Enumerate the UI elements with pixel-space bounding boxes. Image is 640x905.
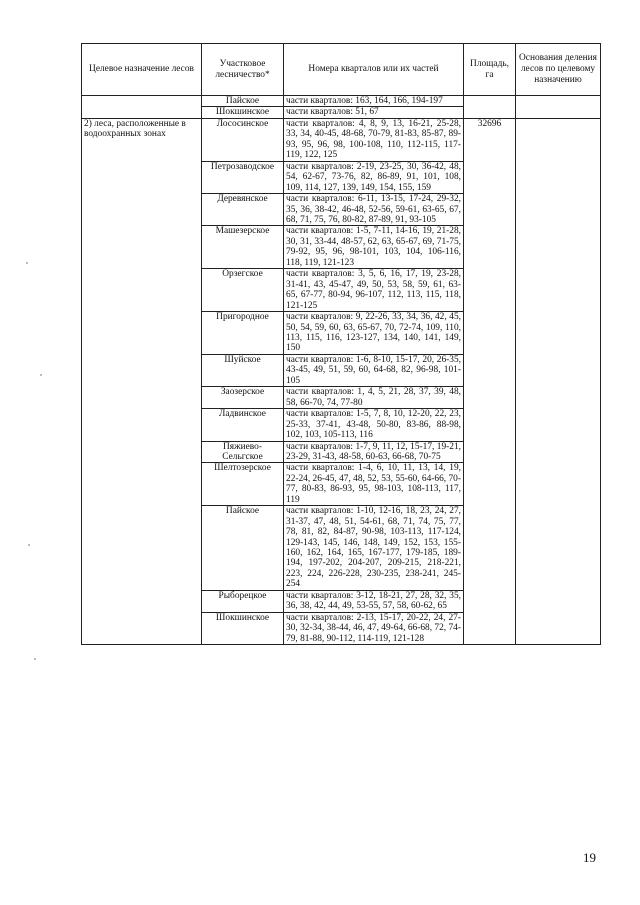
table-row: [82, 96, 601, 107]
quarters-cell: части кварталов: 3-12, 18-21, 27, 28, 32, 35, 36, 38, 42, 44, 49, 53-55, 57, 58, 60-62, 65: [284, 590, 464, 612]
district-cell: Пяжиево-Сельгское: [202, 441, 284, 463]
table-body: [82, 96, 601, 645]
forest-purpose-table: [81, 43, 601, 645]
quarters-cell: части кварталов: 51, 67: [284, 107, 464, 118]
district-cell: Лососинское: [202, 118, 284, 161]
scan-mark: [28, 544, 30, 546]
quarters-cell: части кварталов: 1, 4, 5, 21, 28, 37, 39, 48, 58, 66-70, 74, 77-80: [284, 387, 464, 409]
district-cell: Ладвинское: [202, 409, 284, 441]
header-basis: Основания деления лесов по целевому назначению: [516, 44, 601, 96]
quarters-cell: части кварталов: 163, 164, 166, 194-197: [284, 96, 464, 107]
district-cell: Машезерское: [202, 226, 284, 269]
header-district: Участковое лесничество*: [202, 44, 284, 96]
area-cell: 32696: [464, 118, 516, 644]
district-cell: Шуйское: [202, 354, 284, 386]
quarters-cell: части кварталов: 4, 8, 9, 13, 16-21, 25-28, 33, 34, 40-45, 48-68, 70-79, 81-83, 85-87, 89-93, 95, 96, 98, 100-108, 110, 112-115, 117-119, 122, 125: [284, 118, 464, 161]
quarters-cell: части кварталов: 3, 5, 6, 16, 17, 19, 23-28, 31-41, 43, 45-47, 49, 50, 53, 58, 59, 61, 63-65, 67-77, 80-94, 96-107, 112, 113, 115, 118, 121-125: [284, 269, 464, 312]
header-quarters: Номера кварталов или их частей: [284, 44, 464, 96]
district-cell: Пригородное: [202, 312, 284, 355]
district-cell: Пайское: [202, 96, 284, 107]
district-cell: Деревянское: [202, 194, 284, 226]
header-purpose: Целевое назначение лесов: [82, 44, 202, 96]
page-number: 19: [583, 850, 596, 865]
district-cell: Орзегское: [202, 269, 284, 312]
basis-cell-empty: [516, 96, 601, 119]
quarters-cell: части кварталов: 2-13, 15-17, 20-22, 24, 27-30, 32-34, 38-44, 46, 47, 49-64, 66-68, 72, 74-79, 81-88, 90-112, 114-119, 121-128: [284, 612, 464, 644]
scan-mark: [26, 262, 28, 264]
purpose-cell-empty: [82, 96, 202, 119]
quarters-cell: части кварталов: 1-6, 8-10, 15-17, 20, 26-35, 43-45, 49, 51, 59, 60, 64-68, 82, 96-98, 101-105: [284, 354, 464, 386]
table-header-row: [82, 44, 601, 96]
area-cell-empty: [464, 96, 516, 119]
district-cell: Пайское: [202, 506, 284, 591]
header-area: Площадь, га: [464, 44, 516, 96]
quarters-cell: части кварталов: 1-10, 12-16, 18, 23, 24, 27, 31-37, 47, 48, 51, 54-61, 68, 71, 74, 75, 77, 78, 81, 82, 84-87, 90-98, 103-113, 117-124, 129-143, 145, 146, 148, 149, 152, 153, 155-160, 162, 164, 165, 167-177, 179-185, 189-194, 197-202, 204-207, 209-215, 218-221, 223, 224, 226-228, 230-235, 238-241, 245-254: [284, 506, 464, 591]
quarters-cell: части кварталов: 9, 22-26, 33, 34, 36, 42, 45, 50, 54, 59, 60, 63, 65-67, 70, 72-74, 109, 110, 113, 115, 116, 123-127, 134, 140, 141, 149, 150: [284, 312, 464, 355]
scan-mark: [34, 658, 36, 660]
quarters-cell: части кварталов: 1-5, 7, 8, 10, 12-20, 22, 23, 25-33, 37-41, 43-48, 50-80, 83-86, 88-98, 102, 103, 105-113, 116: [284, 409, 464, 441]
quarters-cell: части кварталов: 1-4, 6, 10, 11, 13, 14, 19, 22-24, 26-45, 47, 48, 52, 53, 55-60, 64-66, 70-77, 80-83, 86-93, 95, 98-103, 108-113, 117, 119: [284, 463, 464, 506]
district-cell: Заозерское: [202, 387, 284, 409]
quarters-cell: части кварталов: 2-19, 23-25, 30, 36-42, 48, 54, 62-67, 73-76, 82, 86-89, 91, 101, 108, 109, 114, 127, 139, 149, 154, 155, 159: [284, 161, 464, 193]
scan-mark: [40, 374, 42, 376]
district-cell: Рыборецкое: [202, 590, 284, 612]
district-cell: Шокшинское: [202, 612, 284, 644]
quarters-cell: части кварталов: 6-11, 13-15, 17-24, 29-32, 35, 36, 38-42, 46-48, 52-56, 59-61, 63-65, 67, 68, 71, 75, 76, 80-82, 87-89, 91, 93-105: [284, 194, 464, 226]
table-row: [82, 118, 601, 161]
quarters-cell: части кварталов: 1-5, 7-11, 14-16, 19, 21-28, 30, 31, 33-44, 48-57, 62, 63, 65-67, 69, 71-75, 79-92, 95, 96, 98-101, 103, 104, 106-116, 118, 119, 121-123: [284, 226, 464, 269]
district-cell: Шокшинское: [202, 107, 284, 118]
purpose-cell: 2) леса, расположенные в водоохранных зонах: [82, 118, 202, 644]
district-cell: Шелтозерское: [202, 463, 284, 506]
basis-cell-empty: [516, 118, 601, 644]
district-cell: Петрозаводское: [202, 161, 284, 193]
quarters-cell: части кварталов: 1-7, 9, 11, 12, 15-17, 19-21, 23-29, 31-43, 48-58, 60-63, 66-68, 70-75: [284, 441, 464, 463]
